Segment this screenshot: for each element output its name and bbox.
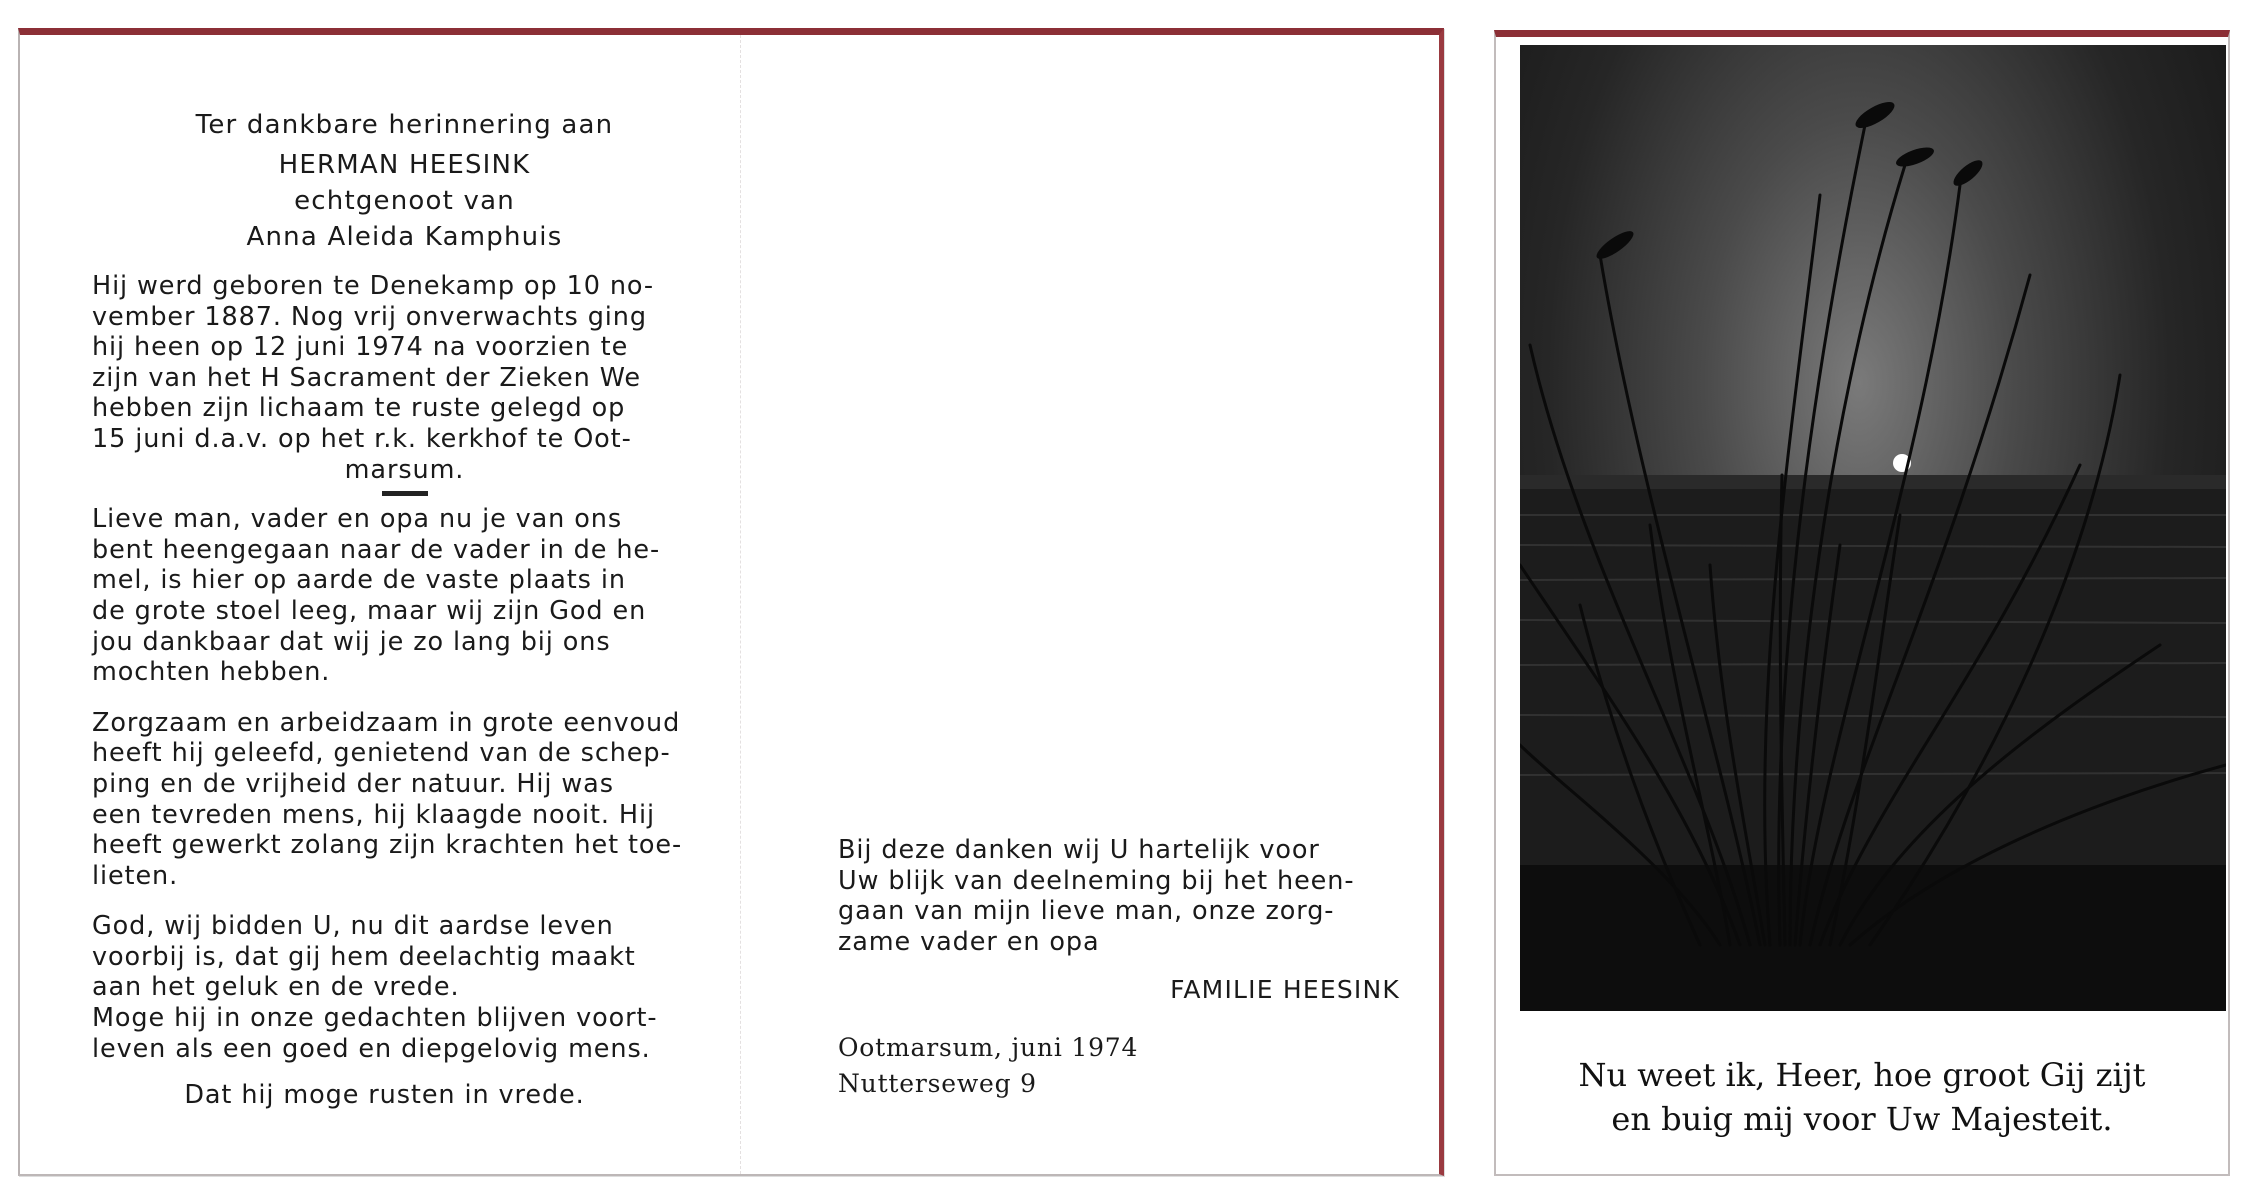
deceased-name: HERMAN HEESINK [278,150,531,180]
text-line: zame vader en opa [838,926,1100,957]
reeds-illustration [1520,45,2226,1011]
text-line: Zorgzaam en arbeidzaam in grote eenvoud [92,707,681,738]
prayer-paragraph [92,911,717,1003]
closing-line: Dat hij moge rusten in vrede. [184,1080,585,1111]
text-line: jou dankbaar dat wij je zo lang bij ons [92,626,611,657]
thanks-paragraph [838,835,1400,957]
text-line: heeft hij geleefd, genietend van de schep- [92,738,671,769]
relation-line: echtgenoot van [294,186,515,216]
text-line: hij heen op 12 juni 1974 na voorzien te [92,332,629,363]
text-line: bent heengegaan naar de vader in de he- [92,534,661,565]
remembrance-paragraph [92,1003,717,1064]
text-line: heeft gewerkt zolang zijn krachten het toe- [92,830,683,861]
spouse-name: Anna Aleida Kamphuis [246,222,563,252]
memorial-text-page [92,107,717,1110]
text-line: 15 juni d.a.v. op het r.k. kerkhof te Oot- [92,423,632,454]
text-line: aan het geluk en de vrede. [92,972,460,1003]
text-line: Bij deze danken wij U hartelijk voor [838,835,1320,865]
family-signature: FAMILIE HEESINK [1170,975,1400,1005]
text-line: Uw blijk van deelneming bij het heen- [838,865,1355,896]
text-line: mel, is hier op aarde de vaste plaats in [92,565,626,596]
text-line: Hij werd geboren te Denekamp op 10 no- [92,271,654,301]
intro-line: Ter dankbare herinnering aan [195,110,614,140]
verse-line: Nu weet ik, Heer, hoe groot Gij zijt [1578,1056,2146,1094]
text-line: lieten. [92,860,179,891]
thanks-page [838,835,1400,1102]
place-date: Ootmarsum, juni 1974 [838,1033,1139,1063]
horizon [1520,475,2226,489]
text-line: mochten hebben. [92,657,331,688]
address: Nutterseweg 9 [838,1069,1037,1099]
tribute-paragraph [92,504,717,688]
text-line: een tevreden mens, hij klaagde nooit. Hij [92,799,655,830]
fold-line [740,35,741,1174]
reeds-sunset-photo [1520,45,2226,1011]
verse-line: en buig mij voor Uw Majesteit. [1611,1100,2113,1138]
picture-card [1494,30,2230,1176]
text-line: God, wij bidden U, nu dit aardse leven [92,911,614,942]
foreground-shore [1520,865,2226,1011]
text-line: marsum. [344,454,465,485]
text-line: ping en de vrijheid der natuur. Hij was [92,768,614,799]
text-line: voorbij is, dat gij hem deelachtig maakt [92,941,636,972]
verse [1496,1053,2228,1141]
text-line: Moge hij in onze gedachten blijven voort- [92,1003,658,1034]
memorial-card-spread [18,28,1444,1176]
character-paragraph [92,708,717,892]
reed-plumes [1593,97,1986,263]
text-line: vember 1887. Nog vrij onverwachts ging [92,301,647,332]
text-line: leven als een goed en diepgelovig mens. [92,1033,651,1064]
text-line: hebben zijn lichaam te ruste gelegd op [92,393,626,424]
separator-dash [382,491,428,496]
biography-paragraph [92,271,717,455]
text-line: gaan van mijn lieve man, onze zorg- [838,896,1335,927]
text-line: zijn van het H Sacrament der Zieken We [92,362,641,393]
text-line: Lieve man, vader en opa nu je van ons [92,504,623,535]
text-line: de grote stoel leeg, maar wij zijn God en [92,595,647,626]
